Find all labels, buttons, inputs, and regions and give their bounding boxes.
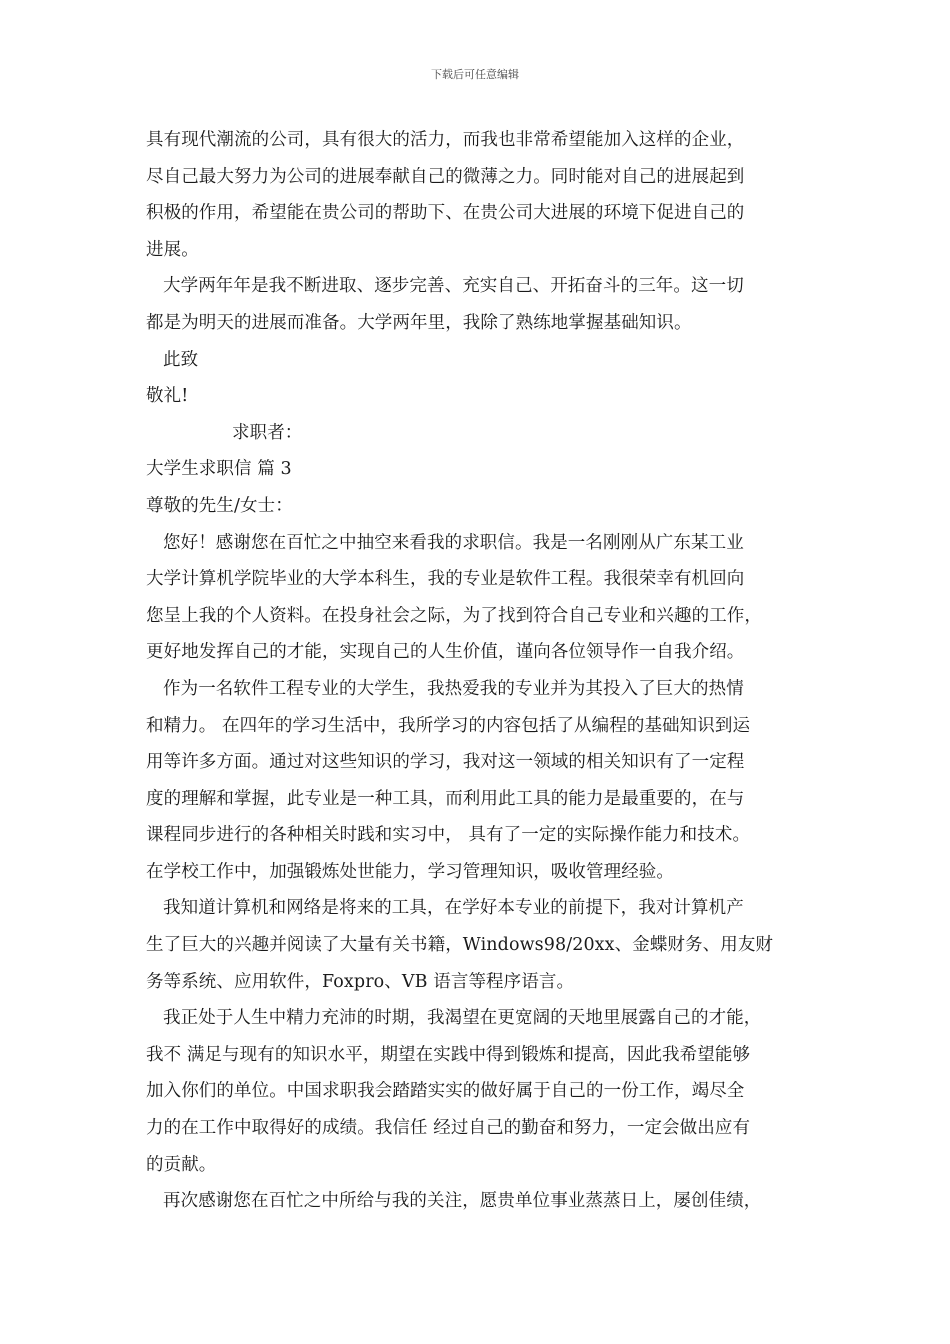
greeting: 尊敬的先生/女士：: [146, 495, 293, 516]
text-line: 具有现代潮流的公司，具有很大的活力，而我也非常希望能加入这样的企业，: [146, 130, 745, 150]
document-body: [146, 122, 826, 1220]
page-header-note: 下载后可任意编辑: [431, 68, 519, 81]
text-line: 我正处于人生中精力充沛的时期，我渴望在更宽阔的天地里展露自己的才能，: [163, 1008, 762, 1029]
closing-regards: 敬礼!: [146, 386, 189, 407]
text-line: 我不 满足与现有的知识水平，期望在实践中得到锻炼和提高，因此我希望能够: [146, 1044, 751, 1065]
text-line: 度的理解和掌握，此专业是一种工具，而利用此工具的能力是最重要的，在与: [146, 788, 745, 809]
text-line: 的贡献。: [146, 1154, 217, 1175]
text-line: 课程同步进行的各种相关时践和实习中， 具有了一定的实际操作能力和技术。: [146, 825, 751, 846]
text-line: 用等许多方面。通过对这些知识的学习，我对这一领域的相关知识有了一定程: [146, 752, 745, 773]
closing-salutation: 此致: [163, 349, 199, 370]
text-line: 进展。: [146, 239, 199, 260]
text-line: 大学两年年是我不断进取、逐步完善、充实自己、开拓奋斗的三年。这一切: [163, 276, 744, 297]
text-line: 都是为明天的进展而准备。大学两年里，我除了熟练地掌握基础知识。: [146, 312, 692, 333]
text-line: 作为一名软件工程专业的大学生，我热爱我的专业并为其投入了巨大的热情: [163, 678, 744, 699]
text-line: 力的在工作中取得好的成绩。我信任 经过自己的勤奋和努力，一定会做出应有: [146, 1118, 751, 1139]
text-line: 再次感谢您在百忙之中所给与我的关注，愿贵单位事业蒸蒸日上，屡创佳绩，: [163, 1191, 762, 1212]
text-line: 我知道计算机和网络是将来的工具，在学好本专业的前提下，我对计算机产: [163, 898, 744, 919]
text-line: 更好地发挥自己的才能，实现自己的人生价值，谨向各位领导作一自我介绍。: [146, 642, 745, 663]
text-line: 加入你们的单位。中国求职我会踏踏实实的做好属于自己的一份工作，竭尽全: [146, 1081, 745, 1102]
text-line: 在学校工作中，加强锻炼处世能力，学习管理知识，吸收管理经验。: [146, 861, 674, 882]
text-line: 和精力。 在四年的学习生活中，我所学习的内容包括了从编程的基础知识到运: [146, 715, 751, 736]
text-line: 大学计算机学院毕业的大学本科生，我的专业是软件工程。我很荣幸有机回向: [146, 569, 745, 590]
text-line: 尽自己最大努力为公司的进展奉献自己的微薄之力。同时能对自己的进展起到: [146, 166, 745, 187]
section-title: 大学生求职信 篇 3: [146, 459, 292, 480]
text-line: 您好！感谢您在百忙之中抽空来看我的求职信。我是一名刚刚从广东某工业: [163, 532, 744, 553]
text-line: 务等系统、应用软件，Foxpro、VB 语言等程序语言。: [146, 971, 575, 992]
text-line: 您呈上我的个人资料。在投身社会之际，为了找到符合自己专业和兴趣的工作，: [146, 605, 762, 626]
text-line: 积极的作用，希望能在贵公司的帮助下、在贵公司大进展的环境下促进自己的: [146, 203, 745, 224]
signature-label: 求职者：: [232, 422, 303, 443]
text-line: 生了巨大的兴趣并阅读了大量有关书籍，Windows98/20xx、金蝶财务、用友财: [146, 935, 774, 956]
